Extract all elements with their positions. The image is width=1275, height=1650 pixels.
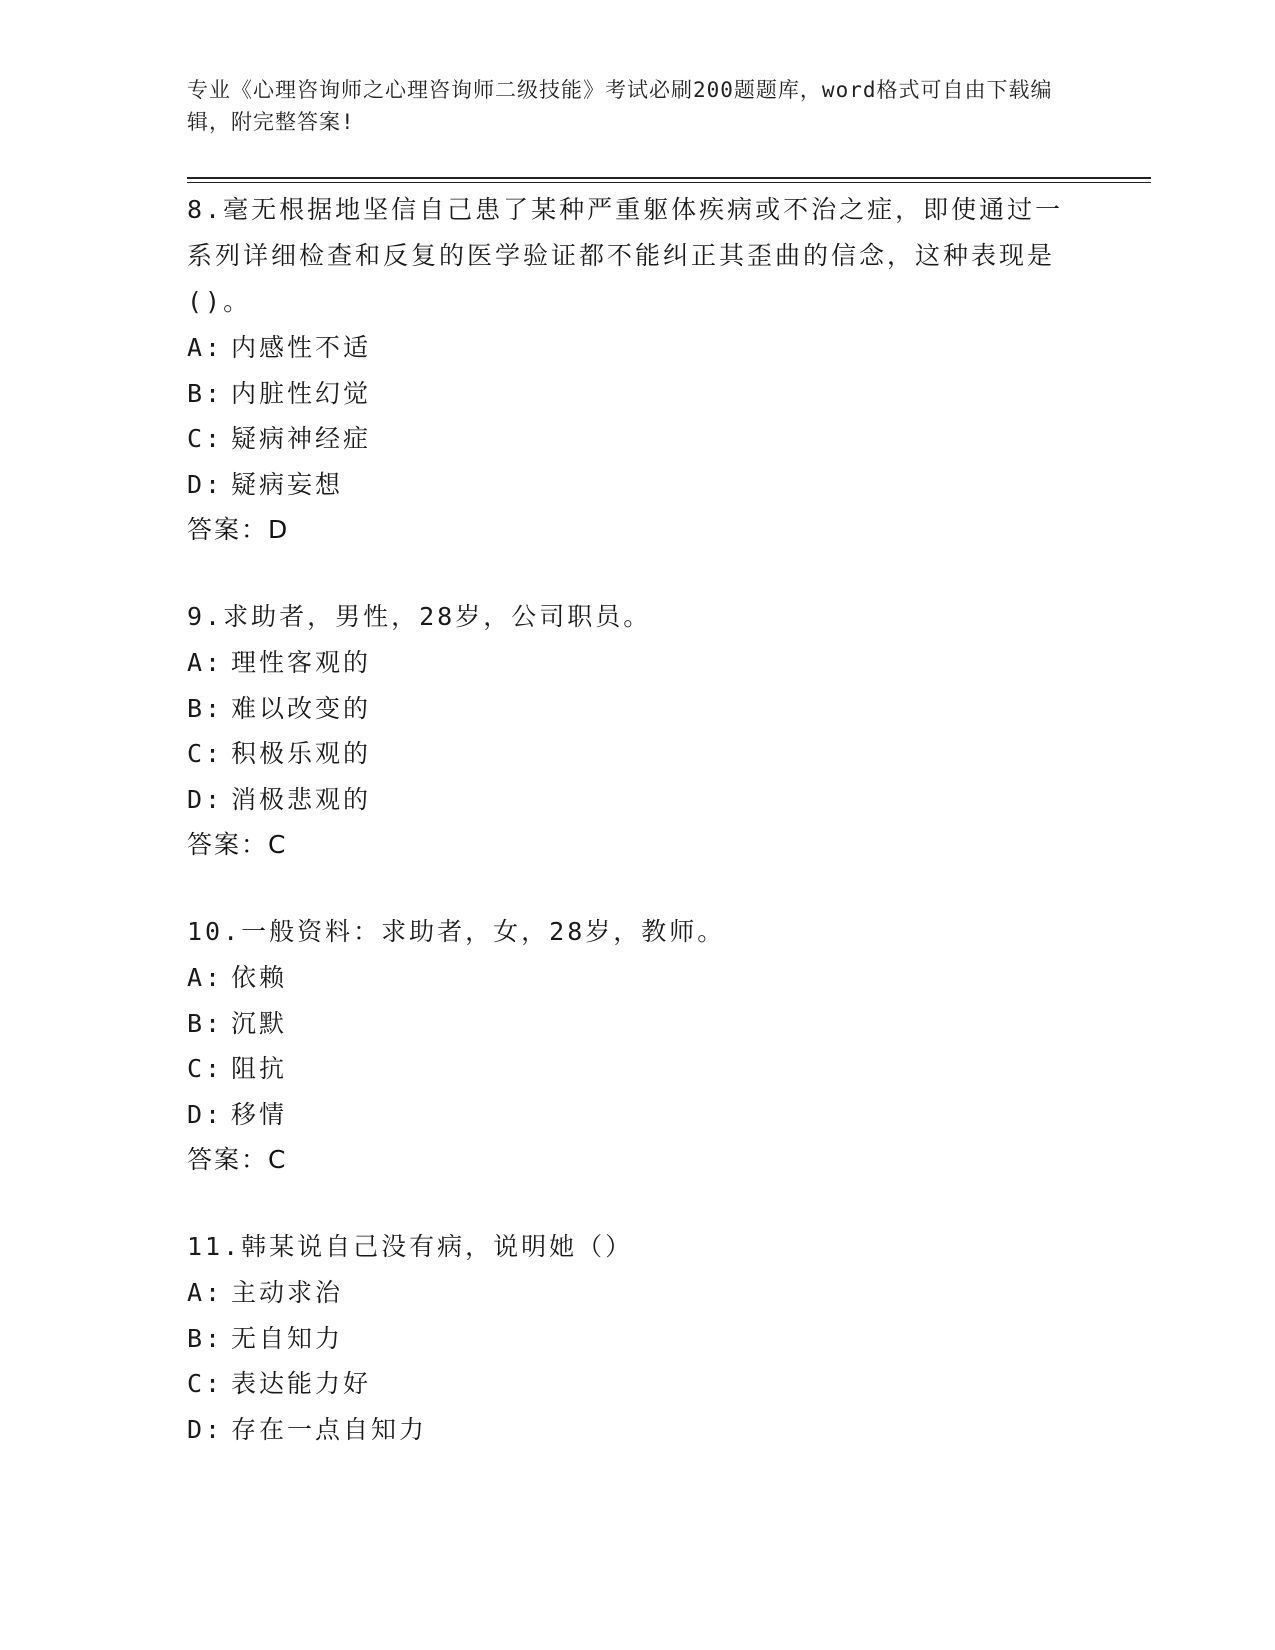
option-c [187, 1046, 1087, 1092]
option-text: 存在一点自知力 [231, 1414, 428, 1444]
option-b [187, 1001, 1087, 1047]
option-key: C: [187, 739, 224, 768]
option-key: D: [187, 469, 224, 499]
option-d [187, 777, 1087, 823]
option-c [187, 416, 1087, 462]
option-d [187, 1092, 1087, 1138]
question-item [187, 594, 1087, 868]
answer-line: 答案：C [187, 1145, 288, 1174]
option-key: C: [187, 1369, 224, 1398]
option-key: A: [187, 963, 224, 992]
question-stem: 8.毫无根据地坚信自己患了某种严重躯体疾病或不治之症，即使通过一系列详细检查和反复的医学验证都不能纠正其歪曲的信念，这种表现是()。 [187, 195, 1064, 316]
question-stem: 10.一般资料：求助者，女，28岁，教师。 [187, 917, 726, 946]
question-item [187, 909, 1087, 1183]
document-header: 专业《心理咨询师之心理咨询师二级技能》考试必刷200题题库，word格式可自由下载编辑，附完整答案! [187, 78, 1053, 134]
option-a [187, 1270, 1087, 1316]
option-key: C: [187, 424, 224, 453]
option-b [187, 371, 1087, 417]
question-list [187, 187, 1087, 1493]
option-text: 难以改变的 [231, 693, 372, 723]
option-c [187, 1361, 1087, 1407]
option-text: 理性客观的 [231, 648, 372, 677]
option-a [187, 955, 1087, 1001]
option-b [187, 686, 1087, 732]
answer-line: 答案：C [187, 830, 288, 859]
option-b [187, 1316, 1087, 1362]
question-item [187, 1224, 1087, 1452]
option-key: C: [187, 1054, 224, 1083]
answer-line: 答案：D [187, 515, 290, 544]
option-key: D: [187, 1099, 224, 1129]
option-d [187, 1407, 1087, 1453]
option-text: 依赖 [231, 963, 288, 992]
header-divider-thick [187, 177, 1151, 179]
option-key: D: [187, 1414, 224, 1444]
option-key: A: [187, 1278, 224, 1307]
header-divider-thin [187, 182, 1151, 183]
question-item [187, 187, 1087, 553]
option-text: 疑病神经症 [231, 424, 372, 453]
option-d [187, 462, 1087, 508]
option-text: 沉默 [231, 1008, 288, 1038]
option-key: A: [187, 333, 224, 362]
option-a [187, 325, 1087, 371]
option-text: 主动求治 [231, 1278, 344, 1307]
option-key: B: [187, 378, 224, 408]
option-text: 阻抗 [231, 1054, 288, 1083]
question-stem: 11.韩某说自己没有病，说明她（） [187, 1232, 634, 1261]
option-text: 消极悲观的 [231, 784, 372, 814]
option-key: B: [187, 693, 224, 723]
question-stem: 9.求助者，男性，28岁，公司职员。 [187, 602, 652, 631]
option-key: B: [187, 1008, 224, 1038]
option-text: 无自知力 [231, 1323, 344, 1353]
option-text: 内感性不适 [231, 333, 372, 362]
option-text: 表达能力好 [231, 1369, 372, 1398]
option-key: B: [187, 1323, 224, 1353]
option-a [187, 640, 1087, 686]
option-c [187, 731, 1087, 777]
option-text: 积极乐观的 [231, 739, 372, 768]
option-text: 疑病妄想 [231, 469, 344, 499]
option-key: A: [187, 648, 224, 677]
option-text: 内脏性幻觉 [231, 378, 372, 408]
option-text: 移情 [231, 1099, 288, 1129]
option-key: D: [187, 784, 224, 814]
